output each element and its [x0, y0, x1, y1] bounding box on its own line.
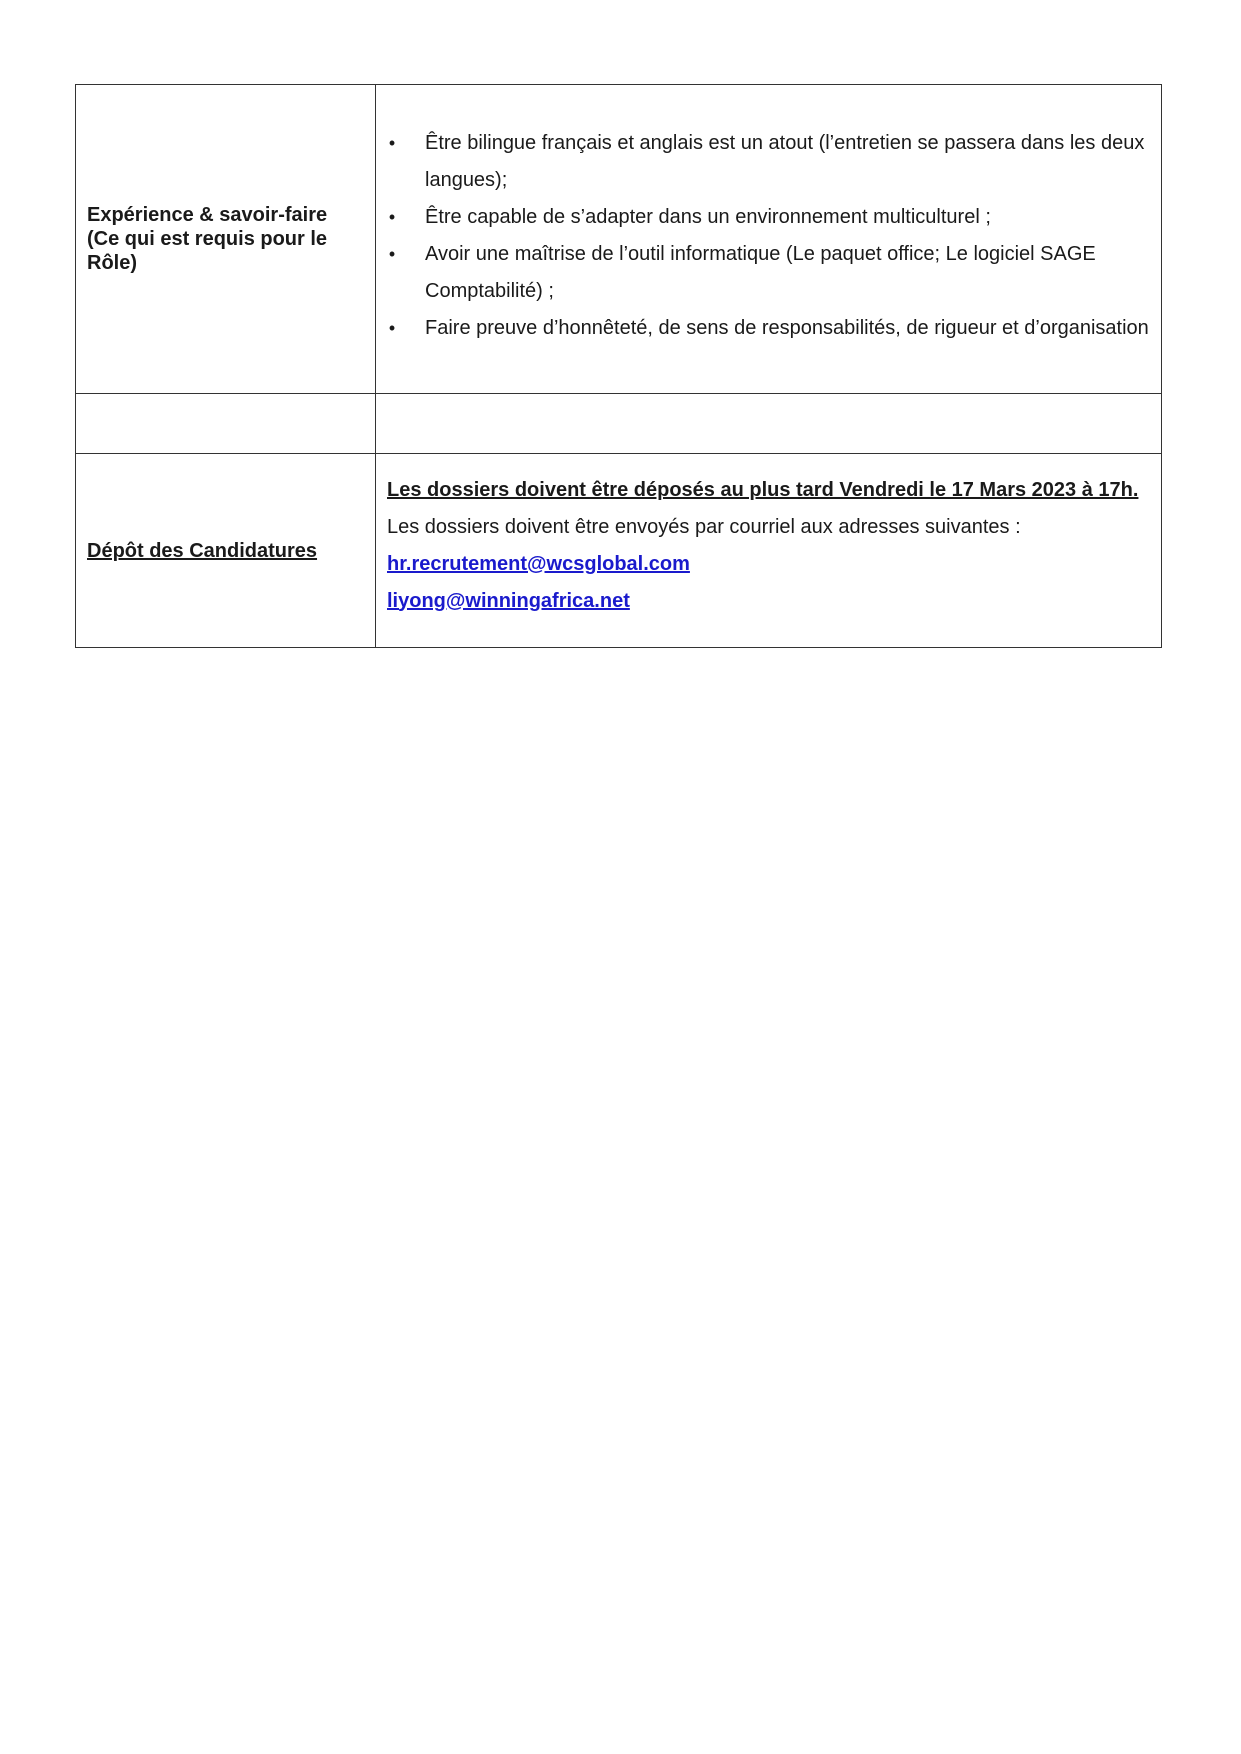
list-item	[387, 199, 1151, 236]
table-row-depot	[76, 454, 1162, 648]
experience-label-line: Rôle)	[87, 252, 137, 274]
deadline-text: Les dossiers doivent être déposés au plus tard Vendredi le 17 Mars 2023 à 17h.	[387, 478, 1139, 501]
list-item-text: Être bilingue français et anglais est un atout (l’entretien se passera dans les deux langues);	[425, 132, 1145, 191]
depot-label-cell	[76, 454, 376, 648]
requirements-table	[75, 84, 1162, 648]
bullet-icon: •	[388, 318, 396, 338]
list-item-text: Avoir une maîtrise de l’outil informatique (Le paquet office; Le logiciel SAGE Comptabilité) ;	[425, 243, 1096, 302]
list-item	[387, 310, 1151, 347]
list-item	[387, 236, 1151, 310]
experience-content-cell	[376, 85, 1162, 394]
empty-content-cell	[376, 394, 1162, 454]
bullet-icon: •	[388, 244, 396, 264]
list-item	[387, 125, 1151, 199]
depot-label: Dépôt des Candidatures	[87, 539, 318, 562]
experience-label-cell	[76, 85, 376, 394]
depot-content-cell	[376, 454, 1162, 648]
depot-content	[387, 464, 1151, 638]
experience-label-line: (Ce qui est requis pour le	[87, 228, 328, 250]
table-row-empty	[76, 394, 1162, 454]
list-item-text: Faire preuve d’honnêteté, de sens de responsabilités, de rigueur et d’organisation	[425, 317, 1149, 339]
email-link-liyong[interactable]: liyong@winningafrica.net	[387, 589, 630, 612]
bullet-icon: •	[388, 207, 396, 227]
bullet-icon: •	[388, 133, 396, 153]
requirements-list	[387, 115, 1151, 363]
experience-label-line: Expérience & savoir-faire	[87, 204, 328, 226]
email-link-hr[interactable]: hr.recrutement@wcsglobal.com	[387, 552, 690, 575]
instruction-text: Les dossiers doivent être envoyés par courriel aux adresses suivantes :	[387, 515, 1021, 538]
table-row-experience	[76, 85, 1162, 394]
list-item-text: Être capable de s’adapter dans un environnement multiculturel ;	[425, 206, 991, 228]
empty-label-cell	[76, 394, 376, 454]
